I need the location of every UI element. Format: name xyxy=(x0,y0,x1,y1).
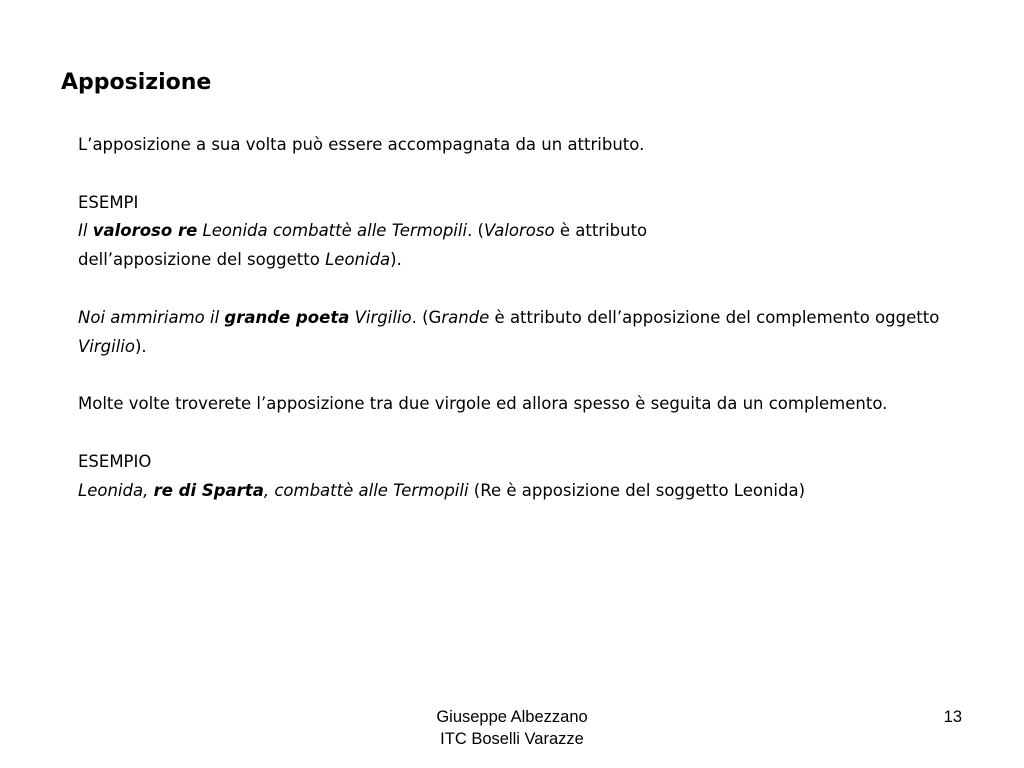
example-2-attribute: rande xyxy=(441,307,490,327)
page-number: 13 xyxy=(943,708,962,726)
slide-body xyxy=(78,131,948,505)
example-2-part: è attributo dell’apposizione del complemento oggetto xyxy=(489,307,940,327)
example-3-part: (Re è apposizione del soggetto Leonida) xyxy=(468,480,806,500)
spacer xyxy=(78,275,948,304)
spacer xyxy=(78,419,948,448)
example-1-part: ). xyxy=(390,250,402,270)
example-2-apposition: grande poeta xyxy=(224,307,350,327)
slide-title: Apposizione xyxy=(61,70,212,95)
note-text: Molte volte troverete l’apposizione tra due virgole ed allora spesso è seguita da un complemento. xyxy=(78,394,888,414)
example-2-part: Virgilio xyxy=(354,307,412,327)
example-1-part: . ( xyxy=(467,221,484,241)
example-1-part: Il xyxy=(78,221,88,241)
footer-author: Giuseppe Albezzano xyxy=(436,708,588,726)
spacer xyxy=(78,361,948,390)
example-2-part: . (G xyxy=(411,307,442,327)
footer-school: ITC Boselli Varazze xyxy=(440,730,584,748)
example-2 xyxy=(78,304,948,362)
example-3 xyxy=(78,477,948,506)
example-1-part: Leonida combattè alle Termopili xyxy=(202,221,468,241)
example-1-part: è attributo xyxy=(554,221,648,241)
example-3-apposition: re di Sparta xyxy=(153,480,264,500)
example-1-attribute: Valoroso xyxy=(484,221,555,241)
spacer xyxy=(78,160,948,189)
example-2-part: ). xyxy=(134,336,147,356)
example-1-apposition: valoroso re xyxy=(92,221,198,241)
examples-heading: ESEMPI xyxy=(78,192,139,212)
example-1 xyxy=(78,217,948,275)
example-3-part: , combattè alle Termopili xyxy=(263,480,469,500)
footer-credits xyxy=(362,706,662,750)
example-2-part: Noi ammiriamo il xyxy=(78,307,220,327)
example-2-part: Virgilio xyxy=(78,336,135,356)
example-heading: ESEMPIO xyxy=(78,451,152,471)
example-1-part: dell’apposizione del soggetto xyxy=(78,250,326,270)
example-1-part: Leonida xyxy=(325,250,391,270)
intro-text: L’apposizione a sua volta può essere accompagnata da un attributo. xyxy=(78,135,645,154)
example-3-part: Leonida, xyxy=(78,480,154,500)
